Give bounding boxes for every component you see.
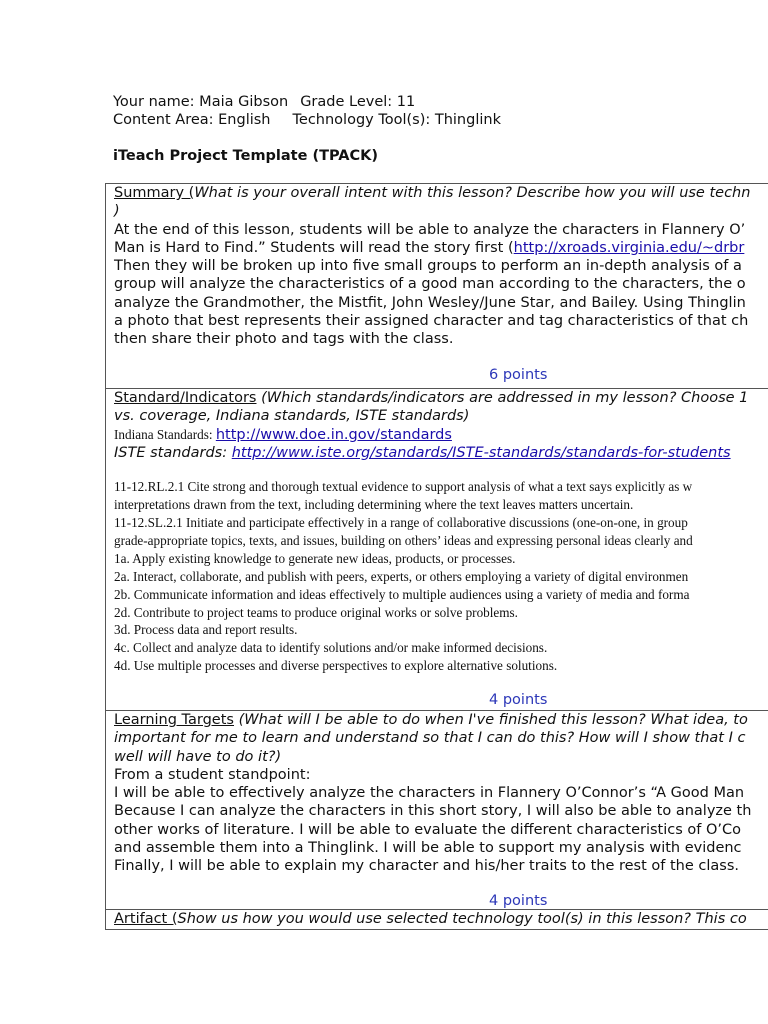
story-link[interactable]: http://xroads.virginia.edu/~drbr <box>513 239 745 256</box>
target-line: Because I can analyze the characters in this short story, I will also be able to analyze th <box>114 803 752 820</box>
targets-label: Learning Targets <box>114 712 234 728</box>
indiana-link[interactable]: http://www.doe.in.gov/standards <box>215 426 452 443</box>
artifact-cell <box>106 910 768 929</box>
iste-link[interactable]: http://www.iste.org/standards/ISTE-standards/standards-for-students <box>231 444 731 461</box>
standard-item: 1a. Apply existing knowledge to generate new ideas, products, or processes. <box>114 551 516 567</box>
standards-label: Standard/Indicators <box>114 390 257 406</box>
targets-cell <box>106 711 768 910</box>
summary-line-5: analyze the Grandmother, the Mistfit, John Wesley/June Star, and Bailey. Using Thinglin <box>114 294 746 311</box>
standards-cell <box>106 389 768 711</box>
targets-points: 4 points <box>489 892 548 909</box>
standard-item: grade-appropriate topics, texts, and issues, building on others’ ideas and expressing personal ideas clearly and <box>114 533 693 549</box>
summary-prompt: What is your overall intent with this lesson? Describe how you will use techn <box>194 185 751 201</box>
target-line: Finally, I will be able to explain my character and his/her traits to the rest of the class. <box>114 858 740 875</box>
standards-prompt-1: (Which standards/indicators are addressed in my lesson? Choose 1 <box>256 390 749 406</box>
header-line-1 <box>113 93 415 112</box>
page-title: iTeach Project Template (TPACK) <box>113 148 379 164</box>
targets-prompt-3: well will have to do it?) <box>114 748 282 765</box>
summary-line-2 <box>114 239 768 257</box>
standard-item: 2d. Contribute to project teams to produce original works or solve problems. <box>114 604 518 620</box>
standard-item: interpretations drawn from the text, including determining where the text leaves matters uncertain. <box>114 497 634 513</box>
standards-heading <box>114 389 768 407</box>
summary-prompt-end: ) <box>114 203 120 220</box>
target-line: other works of literature. I will be able to evaluate the different characteristics of O’Co <box>114 821 742 838</box>
standards-prompt-2: vs. coverage, Indiana standards, ISTE standards) <box>114 408 470 425</box>
target-line: and assemble them into a Thinglink. I will be able to support my analysis with evidenc <box>114 840 742 857</box>
indiana-label: Indiana Standards: <box>114 426 216 442</box>
standards-points: 4 points <box>489 691 548 708</box>
summary-label: Summary ( <box>114 185 195 201</box>
standard-item: 2b. Communicate information and ideas effectively to multiple audiences using a variety of media and forma <box>114 586 690 602</box>
standard-item: 2a. Interact, collaborate, and publish with peers, experts, or others employing a variety of digital environmen <box>114 568 689 584</box>
student-name: Your name: Maia Gibson <box>113 94 289 110</box>
grade-level: Grade Level: 11 <box>300 94 416 110</box>
targets-prompt-1: (What will I be able to do when I've finished this lesson? What idea, to <box>233 712 748 728</box>
standard-item: 11-12.RL.2.1 Cite strong and thorough textual evidence to support analysis of what a text says explicitly as w <box>114 479 693 495</box>
standard-item: 11-12.SL.2.1 Initiate and participate effectively in a range of collaborative discussions (one-on-one, in group <box>114 515 688 531</box>
summary-line-2-text: Man is Hard to Find.” Students will read the story first ( <box>114 239 514 256</box>
iste-label: ISTE standards: <box>114 444 232 461</box>
indiana-standards <box>114 426 768 444</box>
target-line: From a student standpoint: <box>114 766 311 783</box>
artifact-heading <box>114 910 768 928</box>
header-line-2 <box>113 111 501 130</box>
iste-standards <box>114 444 768 462</box>
standard-item: 4c. Collect and analyze data to identify solutions and/or make informed decisions. <box>114 640 548 656</box>
targets-prompt-2: important for me to learn and understand so that I can do this? How will I show that I c <box>114 730 746 747</box>
target-line: I will be able to effectively analyze the characters in Flannery O’Connor’s “A Good Man <box>114 785 745 802</box>
summary-cell <box>106 184 768 389</box>
summary-line-7: then share their photo and tags with the class. <box>114 331 454 348</box>
targets-heading <box>114 711 768 729</box>
summary-line-6: a photo that best represents their assigned character and tag characteristics of that ch <box>114 313 749 330</box>
summary-line-1: At the end of this lesson, students will be able to analyze the characters in Flannery O’ <box>114 221 746 238</box>
template-table <box>105 183 768 930</box>
summary-heading <box>114 184 768 202</box>
standard-item: 3d. Process data and report results. <box>114 622 298 638</box>
standard-item: 4d. Use multiple processes and diverse perspectives to explore alternative solutions. <box>114 657 558 673</box>
content-area: Content Area: English <box>113 112 271 128</box>
summary-points: 6 points <box>489 366 548 383</box>
artifact-label: Artifact ( <box>114 911 178 927</box>
artifact-prompt: Show us how you would use selected technology tool(s) in this lesson? This co <box>177 911 747 927</box>
summary-line-4: group will analyze the characteristics of a good man according to the characters, the o <box>114 276 746 293</box>
technology-tool: Technology Tool(s): Thinglink <box>292 112 501 128</box>
summary-line-3: Then they will be broken up into five small groups to perform an in-depth analysis of a <box>114 258 742 275</box>
